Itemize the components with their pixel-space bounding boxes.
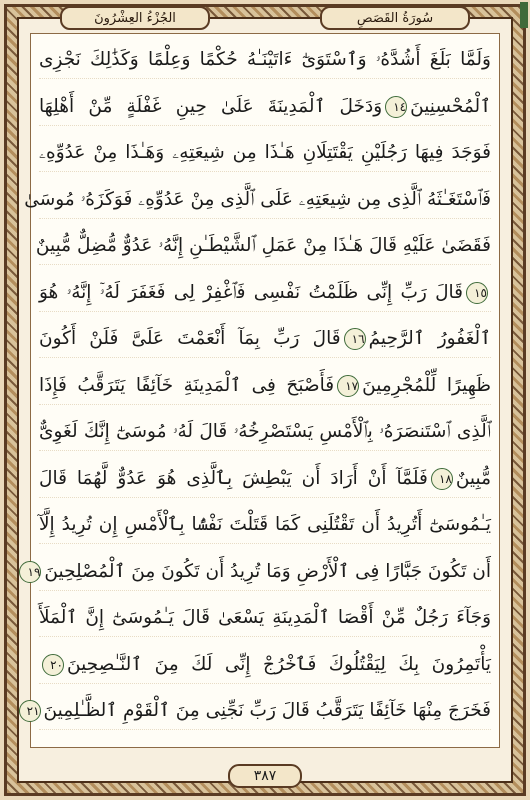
verse-text: مُّبِينٌ (455, 467, 491, 489)
bookmark-ribbon-icon (520, 2, 528, 28)
ayah-number-marker: ١٦ (344, 328, 366, 350)
ayah-number-marker: ٢٠ (42, 654, 64, 676)
ayah-number-marker: ١٩ (19, 561, 41, 583)
text-panel (24, 33, 500, 748)
ayah-number-marker: ١٤ (385, 96, 407, 118)
verse-line (24, 182, 491, 219)
verse-line (39, 275, 491, 312)
verse-text: فَوَجَدَ فِيهَا رَجُلَيْنِ يَقْتَتِلَانِ هَـٰذَا مِن شِيعَتِهِۦ وَهَـٰذَا مِنْ عَدُوِّهِۦ (39, 142, 491, 163)
verse-text: يَأْتَمِرُونَ بِكَ لِيَقْتُلُوكَ فَٱخْرُجْ إِنِّى لَكَ مِنَ ٱلنَّـٰصِحِينَ (67, 653, 491, 675)
verse-line (35, 228, 491, 265)
verse-text: فَٱسْتَغَـٰثَهُ ٱلَّذِى مِن شِيعَتِهِۦ عَلَى ٱلَّذِى مِنْ عَدُوِّهِۦ فَوَكَزَهُۥ مُوسَىٰ (24, 188, 491, 210)
surah-title: سُورَةُ القَصَصِ (320, 6, 470, 30)
verse-line (39, 89, 491, 126)
verse-text: وَجَآءَ رَجُلٌ مِّنْ أَقْصَا ٱلْمَدِينَةِ يَسْعَىٰ قَالَ يَـٰمُوسَىٰٓ إِنَّ ٱلْمَلَأَ (39, 607, 491, 628)
verse-text: فَلَمَّآ أَنْ أَرَادَ أَن يَبْطِشَ بِٱلَّذِى هُوَ عَدُوٌّ لَّهُمَا قَالَ (39, 467, 428, 489)
verse-text: قَالَ رَبِّ بِمَآ أَنْعَمْتَ عَلَىَّ فَلَنْ أَكُونَ (39, 328, 341, 349)
verse-text: يَـٰمُوسَىٰٓ أَتُرِيدُ أَن تَقْتُلَنِى كَمَا قَتَلْتَ نَفْسًۢا بِٱلْأَمْسِ إِن تُرِيدُ إِلَّآ (39, 514, 491, 535)
verse-line (39, 321, 491, 358)
verse-text: فَأَصْبَحَ فِى ٱلْمَدِينَةِ خَآئِفًا يَتَرَقَّبُ فَإِذَا (39, 374, 335, 396)
verse-line (39, 507, 491, 544)
ayah-number-marker: ٢١ (19, 700, 41, 722)
verse-line (39, 647, 491, 684)
verse-line (39, 461, 491, 498)
verse-text: وَدَخَلَ ٱلْمَدِينَةَ عَلَىٰ حِينِ غَفْلَةٍ مِّنْ أَهْلِهَا (39, 95, 383, 117)
juz-title: الجُزْءُ العِشْرُونَ (60, 6, 210, 30)
verse-text: ٱلْمُحْسِنِينَ (410, 95, 491, 117)
verse-text: فَقَضَىٰ عَلَيْهِ قَالَ هَـٰذَا مِنْ عَمَلِ ٱلشَّيْطَـٰنِ إِنَّهُۥ عَدُوٌّ مُّضِلٌّ مُّبِينٌ (35, 235, 491, 256)
verse-text: قَالَ رَبِّ إِنِّى ظَلَمْتُ نَفْسِى فَٱغْفِرْ لِى فَغَفَرَ لَهُۥٓ إِنَّهُۥ هُوَ (39, 281, 463, 303)
ayah-number-marker: ١٥ (466, 282, 488, 304)
verse-text: ٱلْغَفُورُ ٱلرَّحِيمُ (368, 328, 491, 349)
ayah-number-marker: ١٧ (337, 375, 359, 397)
ayah-number-marker: ١٨ (431, 468, 453, 490)
verse-line (39, 414, 491, 451)
verse-line (39, 368, 491, 405)
verse-line (26, 693, 491, 730)
verse-line (27, 554, 491, 591)
verse-text: وَلَمَّا بَلَغَ أَشُدَّهُۥ وَٱسْتَوَىٰٓ ءَاتَيْنَـٰهُ حُكْمًا وَعِلْمًا وَكَذَٰلِكَ نَجْزِى (39, 49, 491, 70)
verse-line (39, 42, 491, 79)
verse-text: ظَهِيرًا لِّلْمُجْرِمِينَ (362, 374, 492, 396)
verse-text: أَن تَكُونَ جَبَّارًا فِى ٱلْأَرْضِ وَمَا تُرِيدُ أَن تَكُونَ مِنَ ٱلْمُصْلِحِينَ (44, 560, 491, 582)
verse-text: ٱلَّذِى ٱسْتَنصَرَهُۥ بِٱلْأَمْسِ يَسْتَصْرِخُهُۥ قَالَ لَهُۥ مُوسَىٰٓ إِنَّكَ لَغَوِىٌّ (39, 421, 491, 442)
verse-line (39, 600, 491, 637)
verse-text: فَخَرَجَ مِنْهَا خَآئِفًا يَتَرَقَّبُ قَالَ رَبِّ نَجِّنِى مِنَ ٱلْقَوْمِ ٱلظَّـٰلِمِينَ (43, 700, 491, 721)
page-number: ٣٨٧ (228, 764, 302, 788)
verse-line (39, 135, 491, 172)
